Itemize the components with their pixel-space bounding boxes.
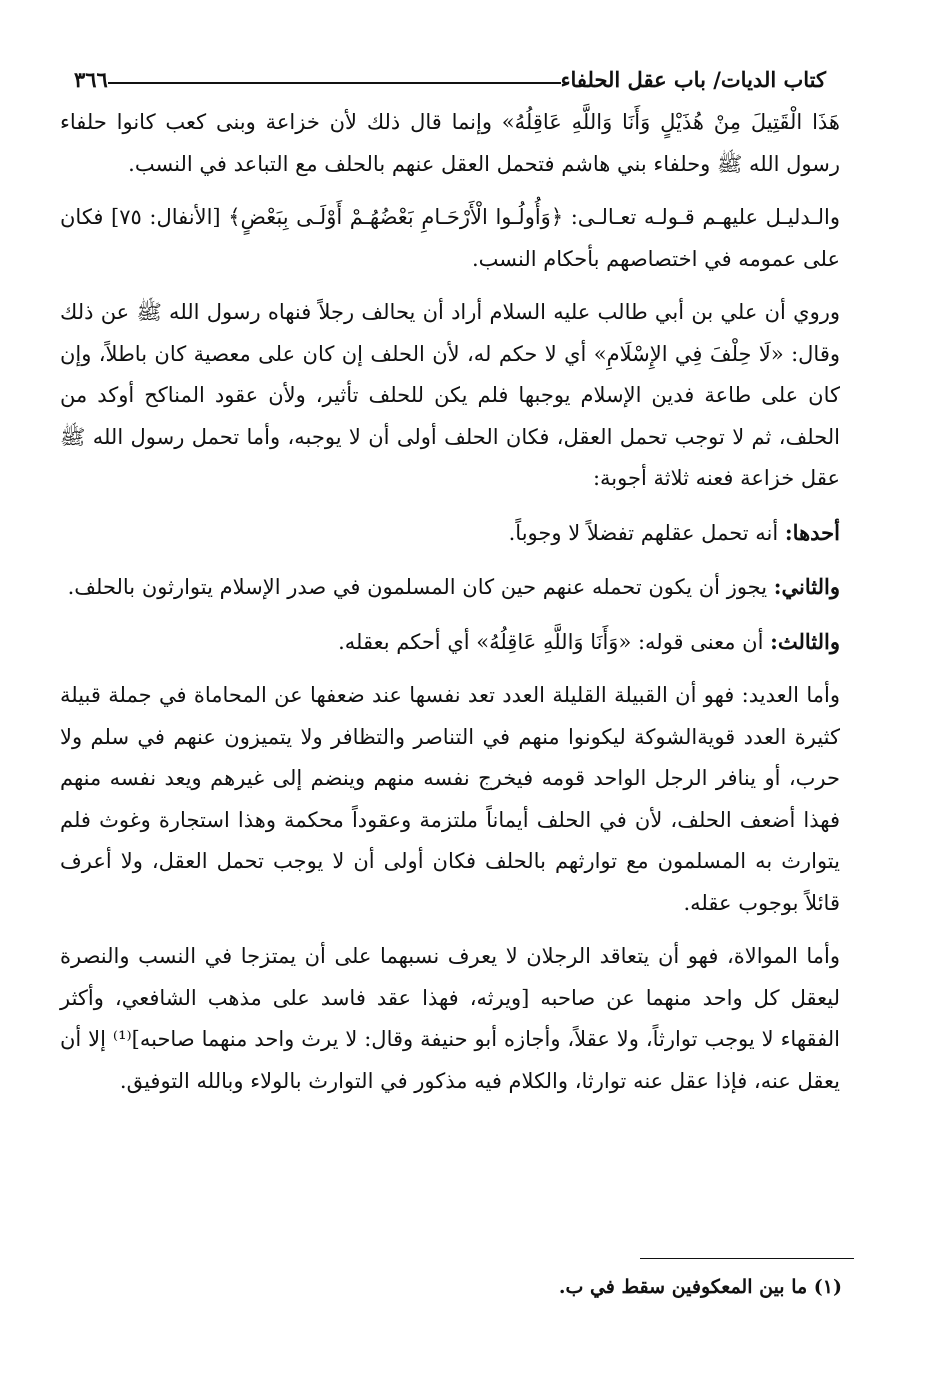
running-title: كتاب الديات/ باب عقل الحلفاء <box>560 67 826 92</box>
answer-lead: والثاني: <box>773 574 840 599</box>
header-rule <box>108 82 561 84</box>
paragraph-text: وروي أن علي بن أبي طالب عليه السلام أراد أن يحالف رجلاً فنهاه رسول الله ﷺ عن ذلك وقال: «لَا حِلْفَ فِي الإِسْلَامِ» أي لا حكم له، لأن الحلف إن كان على معصية كان باطلاً، وإن كان على طاعة فدين الإسلام يوجبها فلم يكن للحلف تأثير، ولأن عقود المناكح أوكد من الحلف، ثم لا توجب تحمل العقل، فكان الحلف أولى أن لا يوجبه، وأما تحمل رسول الله ﷺ عقل خزاعة فعنه ثلاثة أجوبة: <box>60 300 840 490</box>
answer-lead: أحدها: <box>784 519 840 545</box>
paragraph <box>60 292 840 500</box>
footnote-rule <box>640 1258 854 1259</box>
answer-text: أن معنى قوله: «وَأَنَا وَاللَّهِ عَاقِلُهُ» أي أحكم بعقله. <box>338 629 764 654</box>
page <box>60 58 840 1114</box>
page-body <box>60 102 840 1102</box>
paragraph <box>60 197 840 280</box>
answer-item <box>60 566 840 609</box>
answer-item <box>60 512 840 555</box>
answer-lead: والثالث: <box>770 628 840 654</box>
paragraph <box>60 675 840 924</box>
footnote: (١) ما بين المعكوفين سقط في ب. <box>558 1276 842 1298</box>
answer-item <box>60 621 840 664</box>
paragraph <box>60 102 840 185</box>
paragraph-text: والـدليـل عليهـم قـولـه تعـالـى: ﴿وَأُولُـوا الْأَرْحَـامِ بَعْضُهُـمْ أَوْلَـى بِبَعْضٍ﴾ [الأنفال: ٧٥] فكان على عمومه في اختصاصهم بأحكام النسب. <box>60 205 840 271</box>
page-number: ٣٦٦ <box>74 67 108 92</box>
paragraph-text: هَذَا الْقَتِيلَ مِنْ هُذَيْلٍ وَأَنَا وَاللَّهِ عَاقِلُهُ» وإنما قال ذلك لأن خزاعة وبنى كعب كانوا حلفاء رسول الله ﷺ وحلفاء بني هاشم فتحمل العقل عنهم بالحلف مع التباعد في النسب. <box>60 110 840 176</box>
answer-text: أنه تحمل عقلهم تفضلاً لا وجوباً. <box>508 520 779 545</box>
paragraph <box>60 936 840 1102</box>
running-header <box>60 58 840 92</box>
paragraph-text: وأما العديد: فهو أن القبيلة القليلة العدد تعد نفسها عند ضعفها عن المحاماة في جملة قبيلة كثيرة العدد قويةالشوكة ليكونوا منهم في التناصر والتظافر ولا يتميزون عنهم في سلم ولا حرب، أو ينافر الرجل الواحد قومه فيخرج نفسه منهم وينضم إلى غيرهم ويعد نفسه منهم فهذا أضعف الحلف، لأن في الحلف أيماناً ملتزمة وعقوداً محكمة وهذا استجارة وغوث فلم يتوارث به المسلمون مع توارثهم بالحلف فكان أولى أن لا يوجب تحمل العقل، ولا أعرف قائلاً بوجوب عقله. <box>60 683 840 915</box>
answer-text: يجوز أن يكون تحمله عنهم حين كان المسلمون في صدر الإسلام يتوارثون بالحلف. <box>67 575 768 599</box>
paragraph-text: وأما الموالاة، فهو أن يتعاقد الرجلان لا يعرف نسبهما على أن يمتزجا في النسب والنصرة ليعقل كل واحد منهما عن صاحبه [ويرثه، فهذا عقد فاسد على مذهب الشافعي، وأكثر الفقهاء لا يوجب توارثاً، ولا عقلاً، وأجازه أبو حنيفة وقال: لا يرث واحد منهما صاحبه]⁽¹⁾ إلا أن يعقل عنه، فإذا عقل عنه توارثا، والكلام فيه مذكور في التوارث بالولاء وبالله التوفيق. <box>60 944 840 1093</box>
